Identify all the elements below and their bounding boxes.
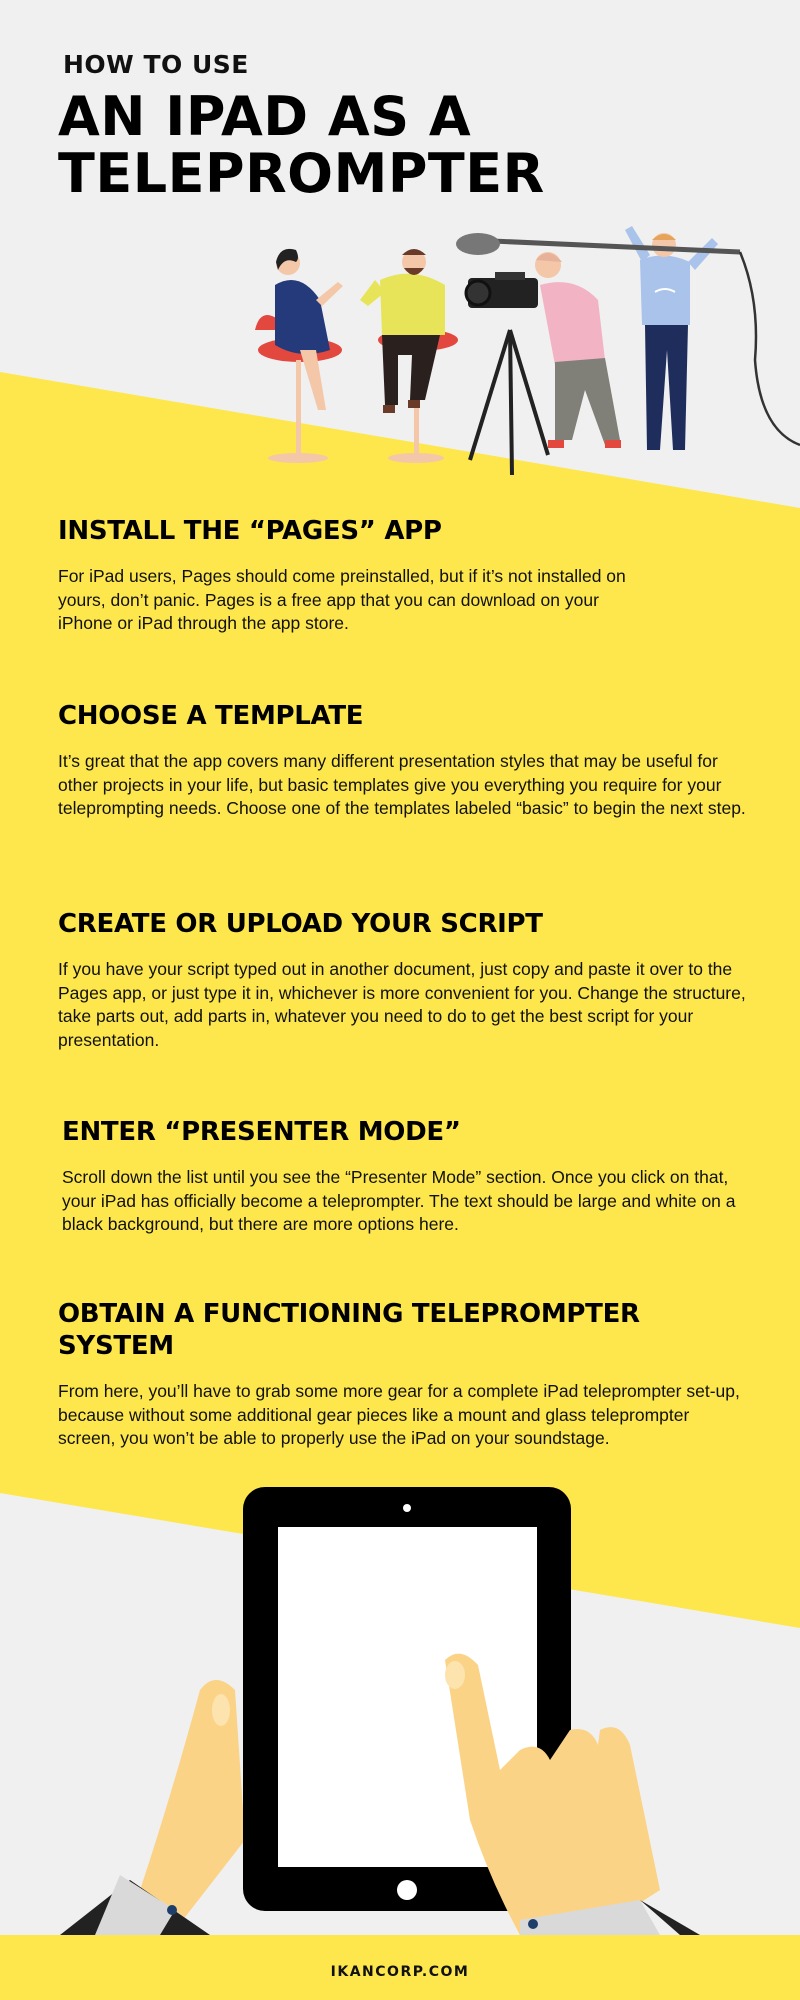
- section-body: If you have your script typed out in another document, just copy and paste it over to the Pages app, or just type it in, whichever is more convenient for you. Change the structure, take parts out, add parts in, whatever you need to do to get the best script for your presentation.: [58, 959, 746, 1050]
- interviewee-man: [360, 249, 458, 463]
- interviewee-woman: [255, 249, 343, 463]
- section-body: From here, you’ll have to grab some more gear for a complete iPad teleprompter set-up, because without some additional gear pieces like a mount and glass teleprompter screen, you won’t be able to properly use the iPad on your soundstage.: [58, 1381, 740, 1448]
- camera-operator: [535, 252, 621, 448]
- section-body: It’s great that the app covers many different presentation styles that may be useful for other projects in your life, but basic templates give you everything you require for your teleprompting needs. Choose one of the templates labeled “basic” to begin the next step.: [58, 751, 746, 818]
- section-presenter-mode: [62, 1116, 752, 1237]
- left-hand: [140, 1680, 245, 1930]
- section-body: Scroll down the list until you see the “Presenter Mode” section. Once you click on that, your iPad has officially become a teleprompter. The text should be large and white on a black background, but there are more options here.: [62, 1167, 736, 1234]
- section-choose-template: [58, 700, 748, 821]
- section-body: For iPad users, Pages should come preinstalled, but if it’s not installed on yours, don’t panic. Pages is a free app that you can download on your iPhone or iPad through the app store.: [58, 566, 626, 633]
- section-heading: CHOOSE A TEMPLATE: [58, 701, 364, 731]
- footer-site: IKANCORP.COM: [330, 1964, 470, 1980]
- section-create-script: [58, 908, 748, 1052]
- section-obtain-system: [58, 1298, 748, 1451]
- film-crew-illustration: [240, 190, 800, 480]
- ipad-hands-illustration: [0, 1480, 800, 1935]
- page-title: AN IPAD AS A TELEPROMPTER: [58, 85, 545, 205]
- eyebrow-text: HOW TO USE: [63, 50, 249, 79]
- section-heading: INSTALL THE “PAGES” APP: [58, 516, 442, 546]
- section-heading: CREATE OR UPLOAD YOUR SCRIPT: [58, 909, 543, 939]
- section-heading: ENTER “PRESENTER MODE”: [62, 1117, 461, 1147]
- camera-tripod: [466, 272, 548, 475]
- section-install-pages: [58, 515, 748, 636]
- section-heading: OBTAIN A FUNCTIONING TELEPROMPTER SYSTEM: [58, 1299, 640, 1361]
